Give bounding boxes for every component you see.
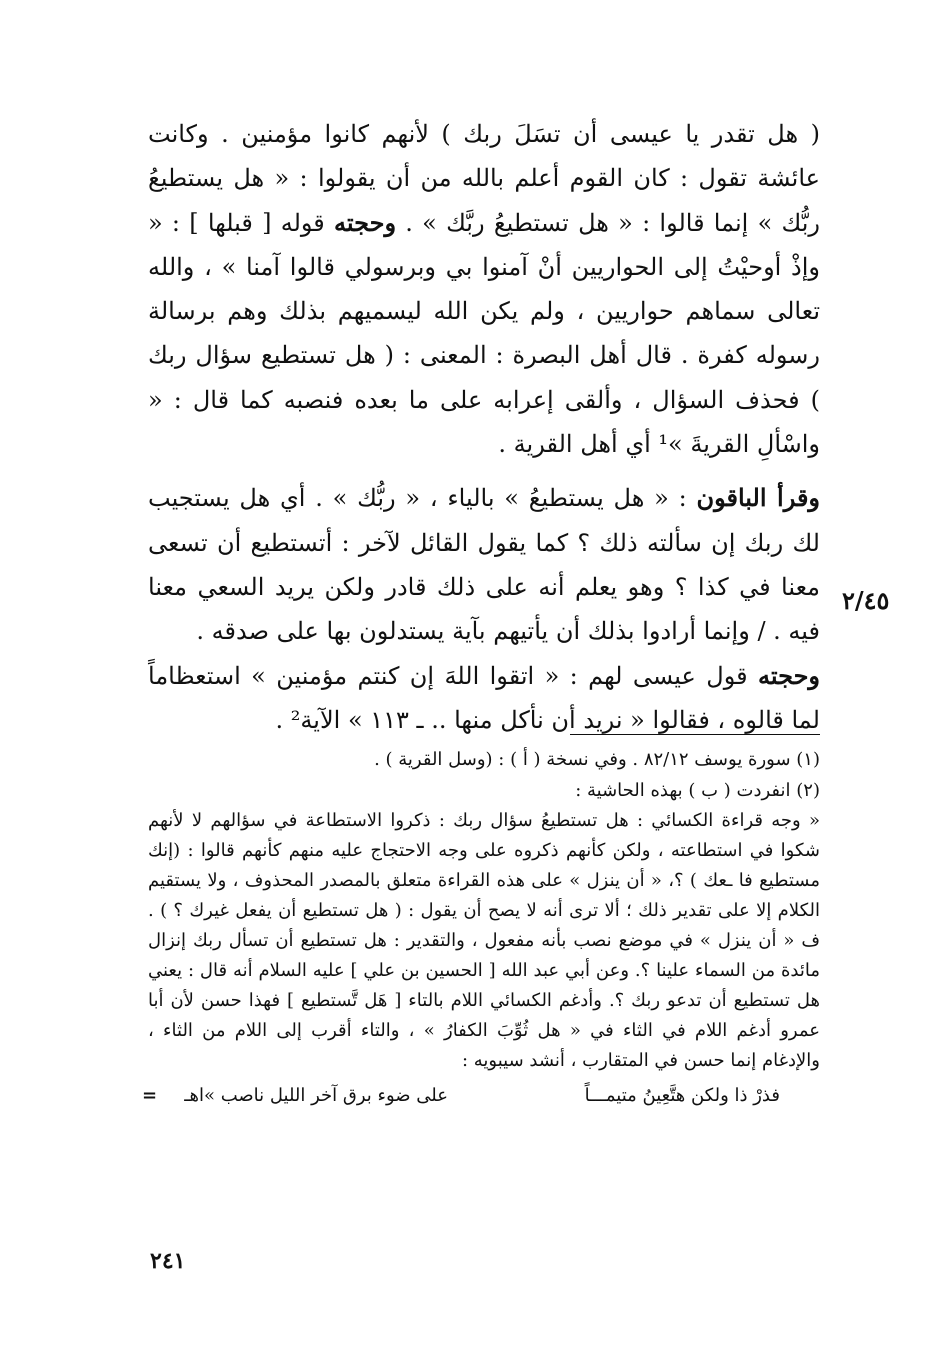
paragraph-1-text: ( هل تقدر يا عيسى أن تسَلَ ربك ) لأنهم كانوا مؤمنين . وكانت عائشة تقول : كان القوم أعلم بالله من أن يقولوا : « هل يستطيعُ ربُّك » إنما قالوا : « هل تستطيعُ ربَّك » .: [148, 120, 821, 237]
footnote-divider: [570, 734, 820, 735]
paragraph-2-bold-keyword: وقرأ الباقون: [696, 483, 821, 513]
footnote-2-body: « وجه قراءة الكسائي : هل تستطيعُ سؤال ربك : ذكروا الاستطاعة في سؤالهم لا لأنهم شكوا في استطاعته ، ولكن كأنهم ذكروه على وجه الاحتجاج عليه منهم كأنهم قالوا : (إنك مستطيع فا ـعك ) ؟، « أن ينزل » على هذه القراءة متعلق بالمصدر المحذوف ، ولا يستقيم الكلام إلا على تقدير ذلك ؛ ألا ترى أنه لا يصح أن يقول : ( هل تستطيع أن يفعل غيرك ؟ ) . ف « أن ينزل » في موضع نصب بأنه مفعول ، والتقدير : هل تستطيع أن تسأل ربك إنزال مائدة من السماء علينا ؟. وعن أبي عبد الله [ الحسين بن علي ] عليه السلام أنه قال : يعني هل تستطيع أن تدعو ربك ؟. وأدغم الكسائي اللام بالتاء [ هَل تَّستطيع ] فهذا حسن لأن أبا عمرو أدغم اللام في الثاء في « هل ثُوِّبَ الكفارُ » ، والتاء أقرب إلى اللام من الثاء ، والإدغام إنما حسن في المتقارب ، أنشد سيبويه :: [148, 810, 821, 1071]
paragraph-2: [148, 476, 820, 653]
main-text-body: [148, 112, 820, 742]
paragraph-1-continuation: قوله [ قبلها ] : « وإذْ أوحيْتُ إلى الحواريين أنْ آمنوا بي وبرسولي قالوا آمنا » ، والله تعالى سماهم حواريين ، ولم يكن الله ليسميهم بذلك وهم برسالة رسوله كفرة . قال أهل البصرة : المعنى : ( هل تستطيع سؤال ربك ) فحذف السؤال ، وألقى إعرابه على ما بعده فنصبه كما قال : « واسْألِ القريةَ »¹ أي أهل القرية .: [148, 208, 820, 459]
page-number: ٢٤١: [150, 1248, 186, 1274]
verse-second-hemistich: على ضوء برق آخر الليل ناصب »اهـ: [184, 1085, 448, 1106]
footnotes-section: [142, 744, 821, 1114]
footnote-1: (١) سورة يوسف ٨٢/١٢ . وفي نسخة ( أ ) : (وسل القرية ) .: [374, 749, 820, 770]
paragraph-1: [148, 112, 820, 466]
paragraph-1-bold-keyword: وحجته: [334, 207, 397, 237]
continuation-mark: =: [142, 1085, 158, 1106]
paragraph-2-text: : « هل يستطيعُ » بالياء ، « ربُّك » . أي هل يستجيب لك ربك إن سألته ذلك ؟ كما يقول القائل لآخر : أتستطيع أن تسعى معنا في كذا ؟ وهو يعلم أنه على ذلك قادر ولكن يريد السعي معنا فيه . / وإنما أرادوا بذلك أن يأتيهم بآية يستدلون بها على صدقه .: [148, 484, 820, 646]
paragraph-3-bold-keyword: وحجته: [757, 660, 821, 690]
margin-folio-reference: ٢/٤٥: [842, 586, 890, 615]
verse-first-hemistich: فذرْ ذا ولكن هتَّعِينُ متيمـــاً: [584, 1085, 780, 1106]
footnote-2-heading: (٢) انفردت ( ب ) بهذه الحاشية :: [575, 780, 820, 801]
paragraph-3-text: قول عيسى لهم : « اتقوا اللهَ إن كنتم مؤمنين » استعظاماً لما قالوه ، فقالوا « نريد أن نأكل منها .. ـ ١١٣ » الآية² .: [148, 661, 820, 734]
poetry-verse: [142, 1080, 820, 1114]
paragraph-3: [148, 654, 820, 743]
